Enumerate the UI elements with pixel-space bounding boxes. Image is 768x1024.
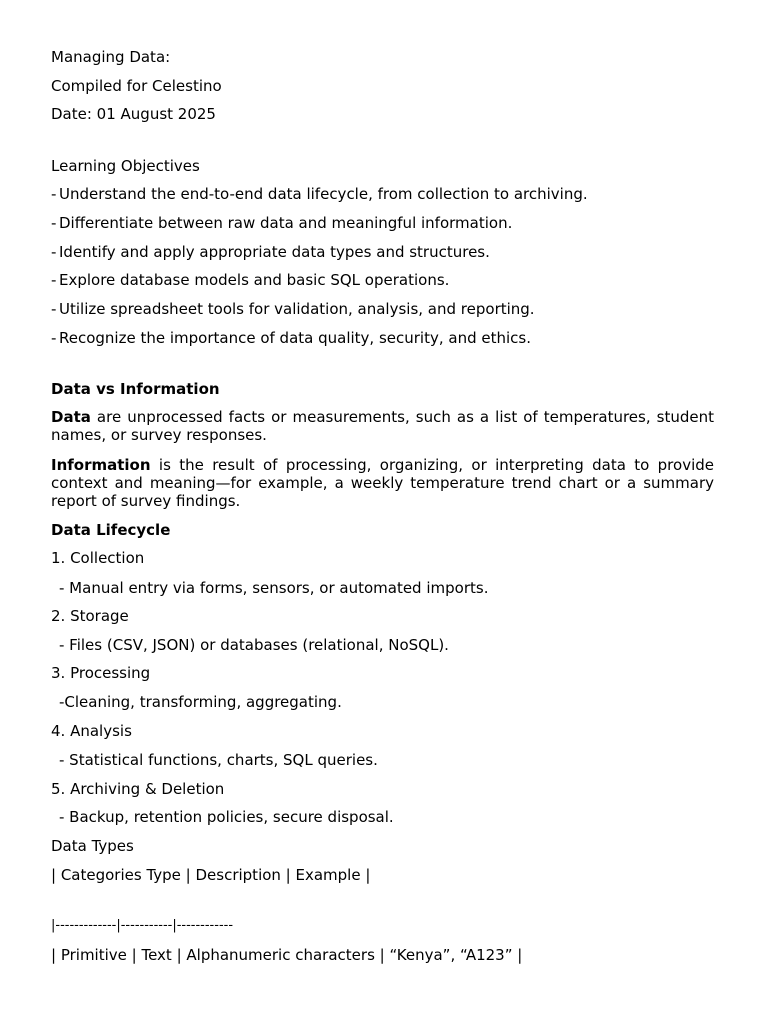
information-definition-text: is the result of processing, organizing, or interpreting data to provide context and meaning—for example, a weekly temperature trend chart or a summary report of survey findings. [51, 456, 714, 510]
objective-item: - Explore database models and basic SQL operations. [51, 271, 450, 289]
bullet-dash: - [51, 185, 57, 203]
lifecycle-heading: Data Lifecycle [51, 521, 171, 539]
objective-item: - Understand the end-to-end data lifecycle, from collection to archiving. [51, 185, 588, 203]
objective-item: - Identify and apply appropriate data types and structures. [51, 243, 490, 261]
bullet-dash: - [51, 329, 57, 347]
document-date: Date: 01 August 2025 [51, 105, 216, 123]
bullet-dash: - [51, 271, 57, 289]
data-definition [51, 408, 714, 444]
bullet-dash: - [51, 300, 57, 318]
data-types-heading: Data Types [51, 837, 134, 855]
lifecycle-step-detail: - Files (CSV, JSON) or databases (relational, NoSQL). [59, 636, 449, 654]
data-definition-text: are unprocessed facts or measurements, such as a list of temperatures, student names, or survey responses. [51, 408, 714, 444]
information-term: Information [51, 456, 151, 474]
objective-item: - Utilize spreadsheet tools for validation, analysis, and reporting. [51, 300, 535, 318]
lifecycle-step-detail: - Manual entry via forms, sensors, or automated imports. [59, 579, 489, 597]
lifecycle-step-title: 3. Processing [51, 664, 151, 682]
data-term: Data [51, 408, 91, 426]
data-types-table-separator: |-------------|-----------|------------ [51, 918, 234, 933]
compiled-for: Compiled for Celestino [51, 77, 222, 95]
lifecycle-step-detail: - Backup, retention policies, secure disposal. [59, 808, 394, 826]
lifecycle-step-title: 5. Archiving & Deletion [51, 780, 225, 798]
document-title: Managing Data: [51, 48, 171, 66]
bullet-dash: - [51, 214, 57, 232]
lifecycle-step-title: 1. Collection [51, 549, 145, 567]
objective-item: - Recognize the importance of data quality, security, and ethics. [51, 329, 531, 347]
bullet-dash: - [51, 243, 57, 261]
data-types-table-header: | Categories Type | Description | Example | [51, 866, 371, 884]
objective-item: - Differentiate between raw data and meaningful information. [51, 214, 513, 232]
lifecycle-step-detail: - Statistical functions, charts, SQL queries. [59, 751, 378, 769]
lifecycle-step-title: 4. Analysis [51, 722, 132, 740]
objectives-heading: Learning Objectives [51, 157, 200, 175]
lifecycle-step-title: 2. Storage [51, 607, 129, 625]
information-definition [51, 456, 714, 510]
lifecycle-step-detail: -Cleaning, transforming, aggregating. [59, 693, 342, 711]
data-types-table-row: | Primitive | Text | Alphanumeric characters | “Kenya”, “A123” | [51, 946, 523, 964]
data-vs-info-heading: Data vs Information [51, 380, 220, 398]
